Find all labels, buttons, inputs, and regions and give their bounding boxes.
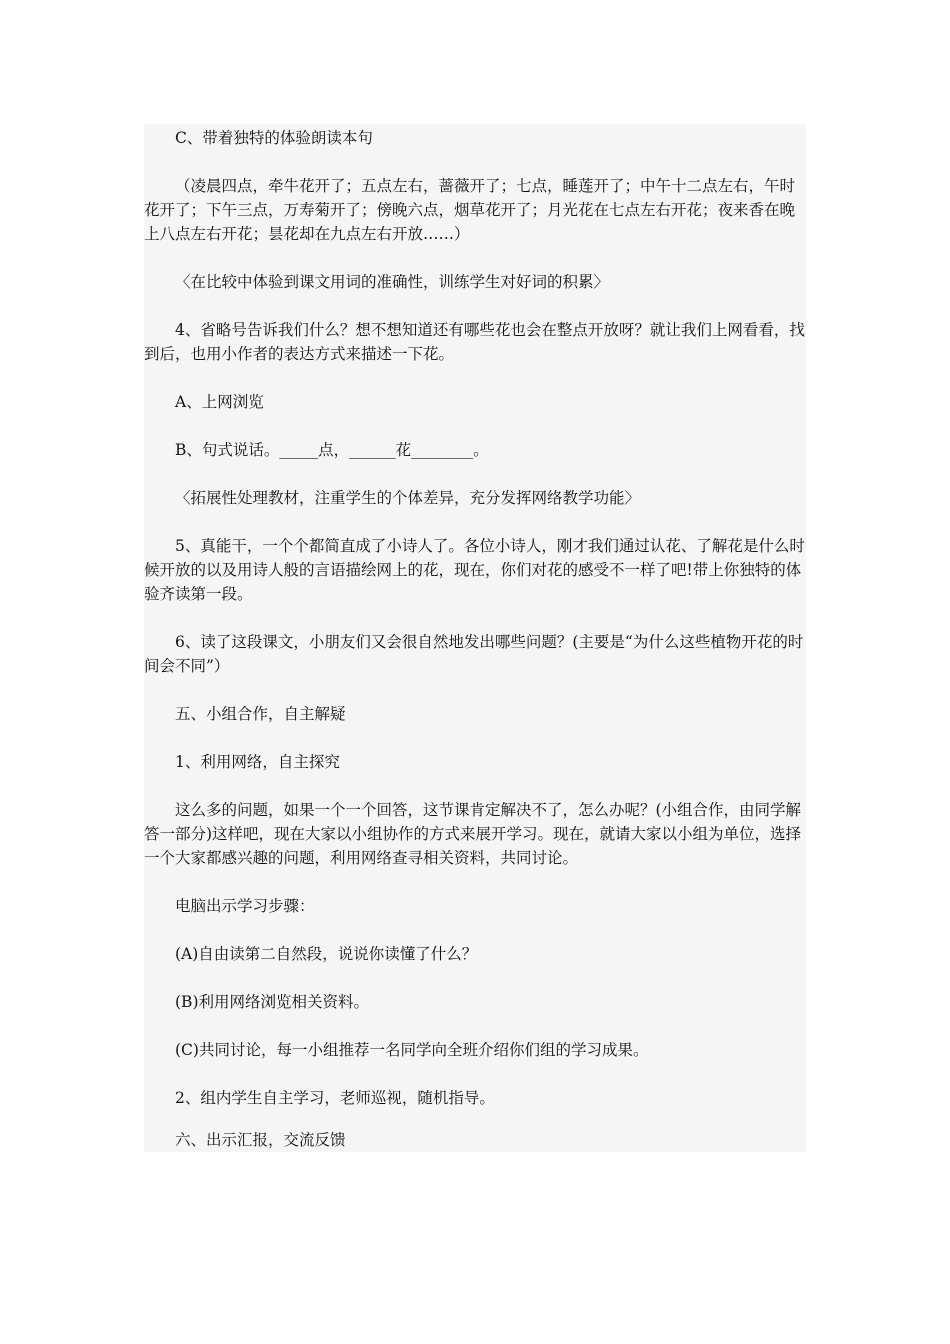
paragraph-steps-intro: 电脑出示学习步骤： xyxy=(175,897,315,915)
paragraph-flower-times: （凌晨四点，牵牛花开了；五点左右，蔷薇开了；七点，睡莲开了；中午十二点左右，午时花开了；下午三点，万寿菊开了；傍晚六点，烟草花开了；月光花在七点左右开花；夜来香在晚上八点左右开花；昙花却在九点左右开放……） xyxy=(144,177,796,243)
paragraph-note-extension: 〈拓展性处理教材，注重学生的个体差异，充分发挥网络教学功能〉 xyxy=(175,489,641,507)
paragraph-step-b2: (B)利用网络浏览相关资料。 xyxy=(175,993,369,1011)
paragraph-step-c: C、带着独特的体验朗读本句 xyxy=(175,129,373,147)
document-content xyxy=(144,124,806,1152)
paragraph-item-5: 5、真能干，一个个都简直成了小诗人了。各位小诗人，刚才我们通过认花、了解花是什么时候开放的以及用诗人般的言语描绘网上的花，现在，你们对花的感受不一样了吧!带上你独特的体验齐读第一段。 xyxy=(144,537,805,603)
paragraph-step-a2: (A)自由读第二自然段，说说你读懂了什么？ xyxy=(175,945,478,963)
paragraph-step-c2: (C)共同讨论，每一小组推荐一名同学向全班介绍你们组的学习成果。 xyxy=(175,1041,649,1059)
paragraph-sub-1: 1、利用网络，自主探究 xyxy=(175,753,340,771)
paragraph-sub-2: 2、组内学生自主学习，老师巡视，随机指导。 xyxy=(175,1089,495,1107)
paragraph-note-word-accuracy: 〈在比较中体验到课文用词的准确性，训练学生对好词的积累〉 xyxy=(175,273,610,291)
paragraph-many-questions: 这么多的问题，如果一个一个回答，这节课肯定解决不了，怎么办呢？(小组合作，由同学解答一部分)这样吧，现在大家以小组协作的方式来展开学习。现在，就请大家以小组为单位，选择一个大家都感兴趣的问题，利用网络查寻相关资料，共同讨论。 xyxy=(144,801,802,867)
paragraph-step-b: B、句式说话。_____点，______花________。 xyxy=(175,441,489,459)
section-heading-6: 六、出示汇报，交流反馈 xyxy=(175,1131,346,1149)
paragraph-step-a: A、上网浏览 xyxy=(175,393,264,411)
paragraph-item-6: 6、读了这段课文，小朋友们又会很自然地发出哪些问题？(主要是“为什么这些植物开花的时间会不同”） xyxy=(144,633,804,675)
section-heading-5: 五、小组合作，自主解疑 xyxy=(175,705,346,723)
paragraph-item-4: 4、省略号告诉我们什么？想不想知道还有哪些花也会在整点开放呀？就让我们上网看看，找到后，也用小作者的表达方式来描述一下花。 xyxy=(144,321,805,363)
